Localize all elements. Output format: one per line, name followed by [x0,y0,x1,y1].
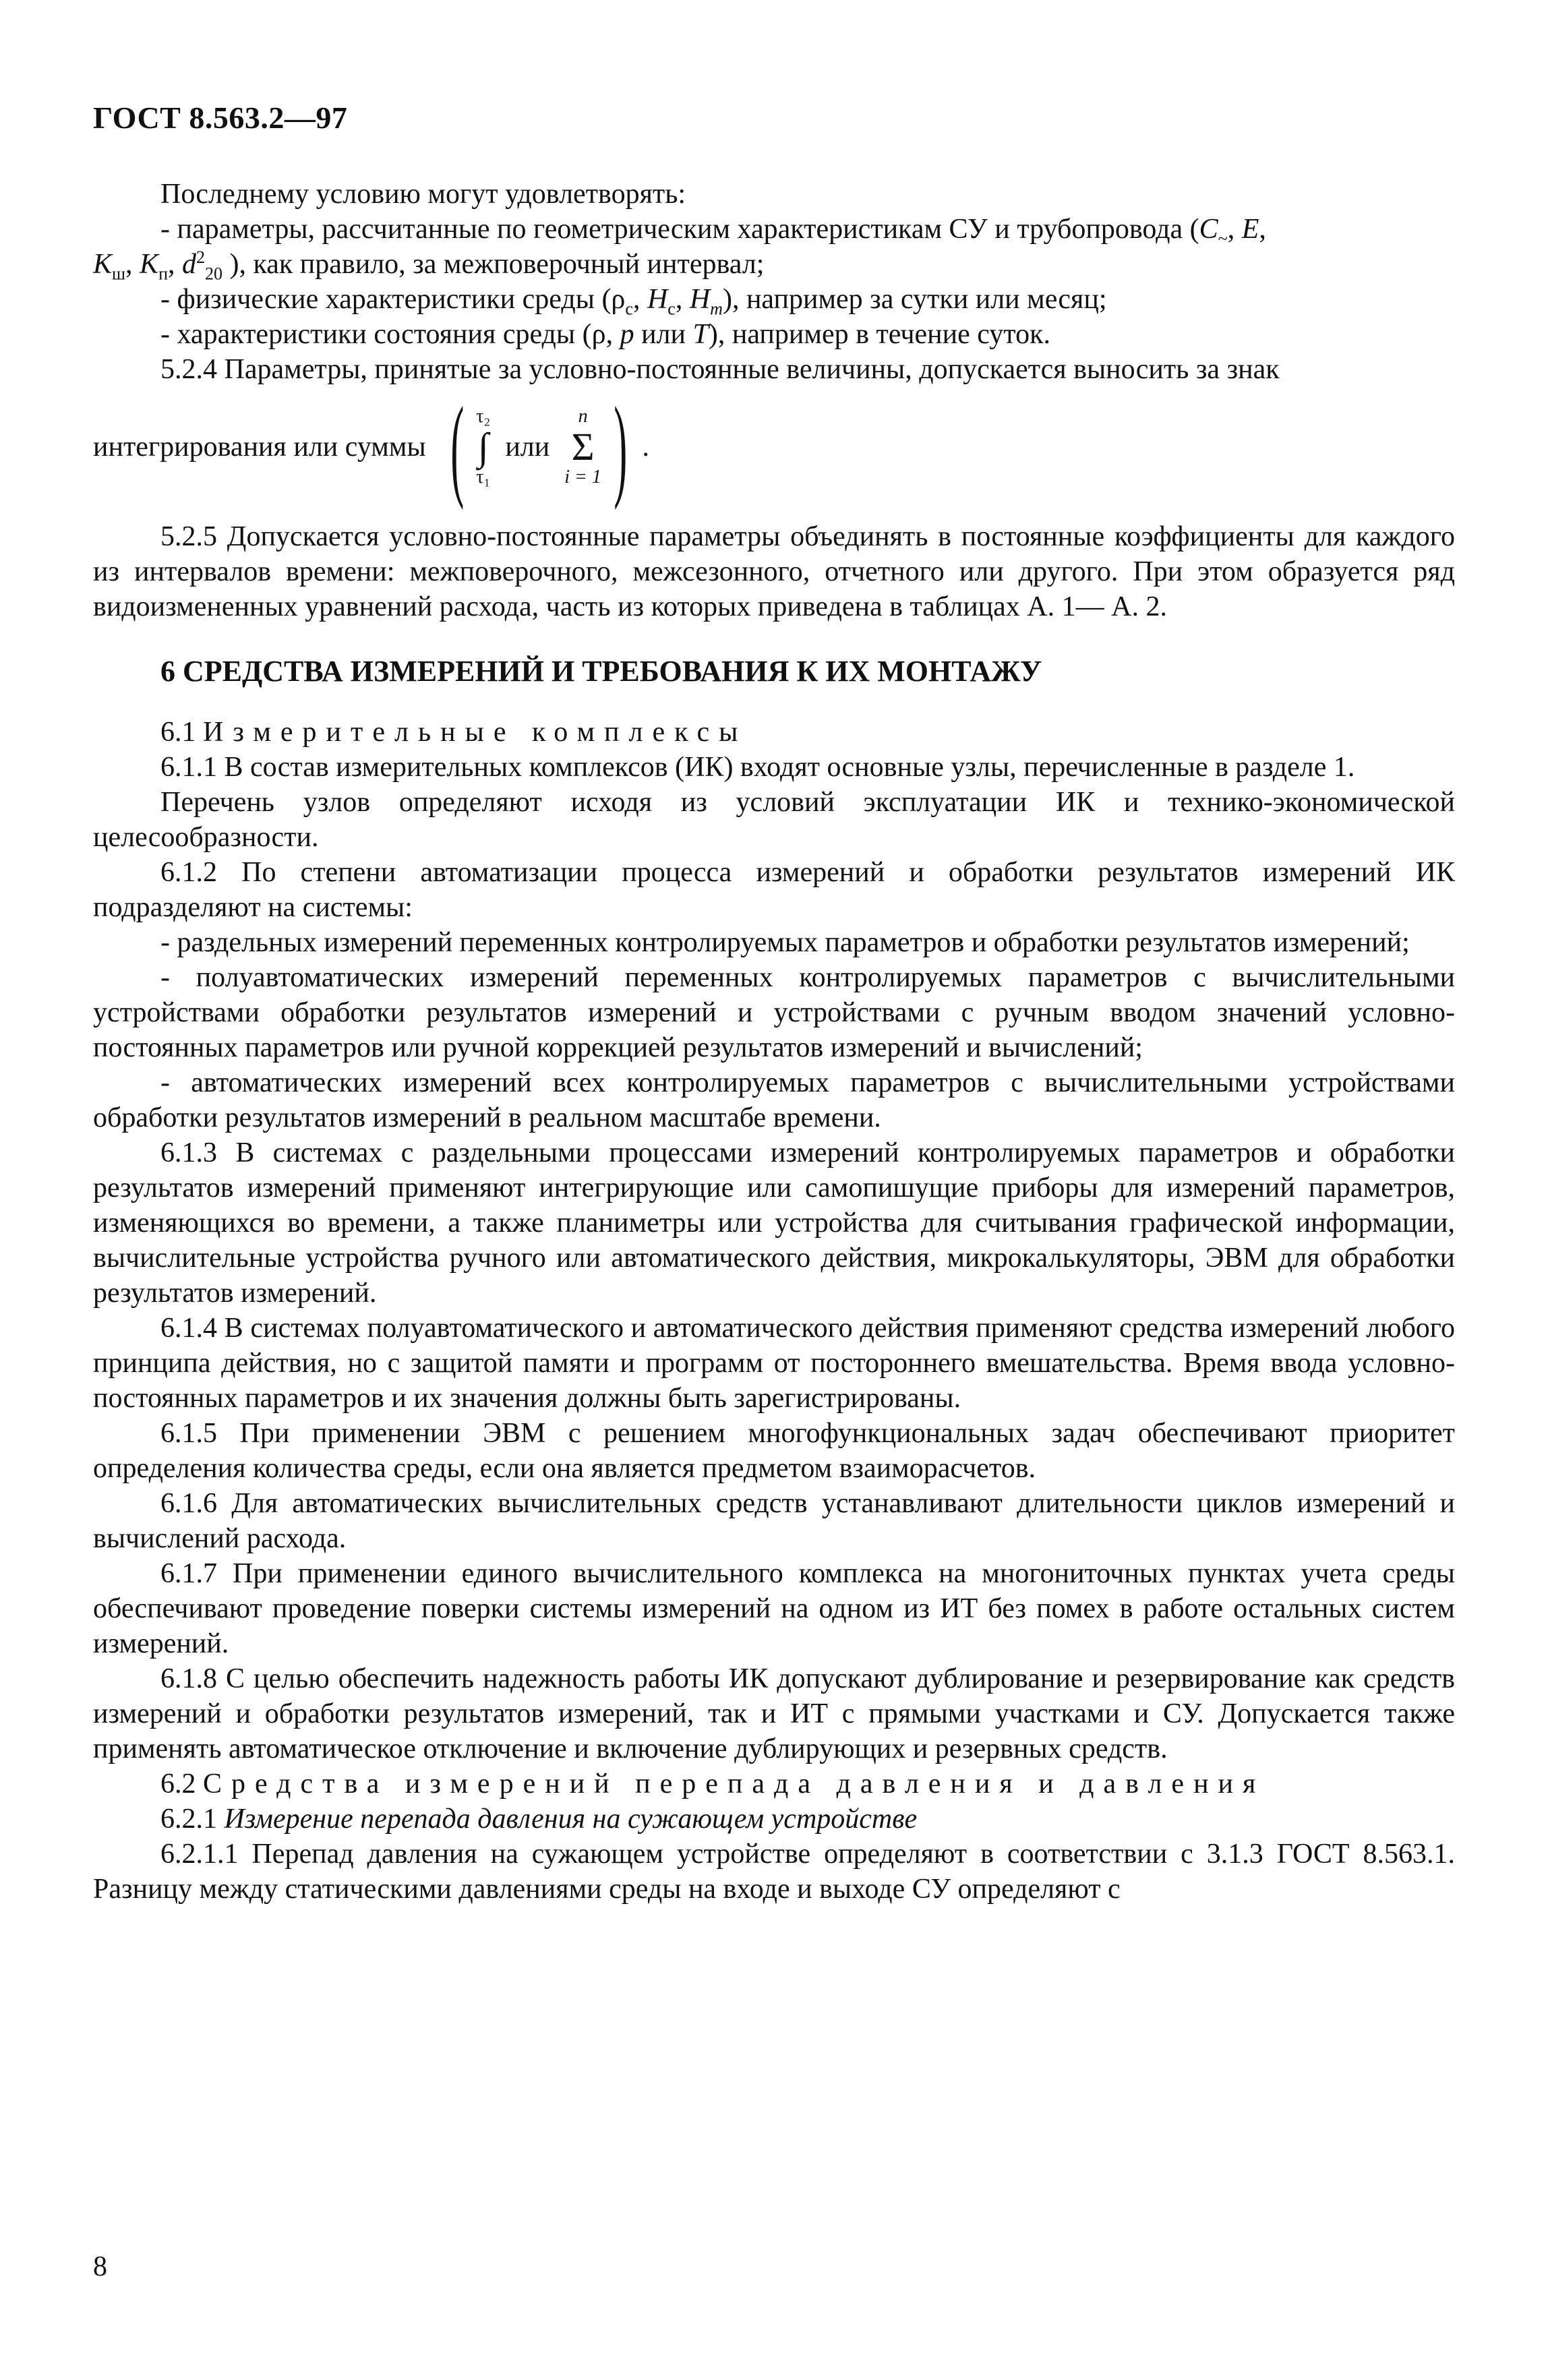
list-item: - физические характеристики среды ($\rho_с$, $H_с$, $H_m$), например за сутки или месяц; [160,284,1107,319]
paragraph: Перечень узлов определяют исходя из условий эксплуатации ИК и технико-экономической целесообразности. [93,787,1455,853]
section-heading-6: 6 СРЕДСТВА ИЗМЕРЕНИЙ И ТРЕБОВАНИЯ К ИХ МОНТАЖУ [160,655,1042,688]
paragraph-6-1-1: 6.1.1 В состав измерительных комплексов (ИК) входят основные узлы, перечисленные в разделе 1. [160,752,1355,783]
subsection-6-1-heading: 6.1 Измерительные комплексы [160,717,748,748]
integration-or-sum-formula: интегрирования или суммы ( τ₂ ∫ τ₁ или n Σ i = 1 ) . [93,384,650,510]
list-item: - полуавтоматических измерений переменных контролируемых параметров с вычислительными устройствами обработки результатов измерений и устройствами с ручным вводом значений условно-постоянных параметров или ручной коррекцией результатов измерений и вычислений; [93,962,1455,1063]
list-item: - раздельных измерений переменных контролируемых параметров и обработки результатов измерений; [160,927,1410,958]
formula-lead-text: интегрирования или суммы [93,432,426,463]
list-item: - автоматических измерений всех контролируемых параметров с вычислительными устройствами обработки результатов измерений в реальном масштабе времени. [93,1067,1455,1133]
paragraph-5-2-5: 5.2.5 Допускается условно-постоянные параметры объединять в постоянные коэффициенты для каждого из интервалов времени: межповерочного, межсезонного, отчетного или другого. При этом образуется ряд видоизмененных уравнений расхода, часть из которых приведена в таблицах А. 1— А. 2. [93,521,1455,622]
page-number: 8 [93,2251,107,2282]
paragraph-6-1-2: 6.1.2 По степени автоматизации процесса измерений и обработки результатов измерений ИК подразделяют на системы: [93,857,1455,923]
formula-brackets: ( τ₂ ∫ τ₁ или n Σ i = 1 ) [450,384,628,510]
subsection-6-2-1-heading: 6.2.1 Измерение перепада давления на сужающем устройстве [160,1804,918,1835]
paragraph-6-1-3: 6.1.3 В системах с раздельными процессами измерений контролируемых параметров и обработки результатов измерений применяют интегрирующие или самопишущие приборы для измерений параметров, изменяющихся во времени, а также планиметры или устройства для считывания графической информации, вычислительные устройства ручного или автоматического действия, микрокалькуляторы, ЭВМ для обработки результатов измерений. [93,1137,1455,1309]
paragraph-6-1-7: 6.1.7 При применении единого вычислительного комплекса на многониточных пунктах учета среды обеспечивают проведение поверки системы измерений на одном из ИТ без помех в работе остальных систем измерений. [93,1558,1455,1659]
standard-code-header: ГОСТ 8.563.2—97 [93,100,348,135]
integral-symbol: τ₂ ∫ τ₁ [476,406,491,487]
paragraph-5-2-4: 5.2.4 Параметры, принятые за условно-постоянные величины, допускается выносить за знак [160,354,1280,385]
paragraph-6-1-6: 6.1.6 Для автоматических вычислительных средств устанавливают длительности циклов измерений и вычислений расхода. [93,1488,1455,1554]
subsection-6-2-heading: 6.2 Средства измерений перепада давления и давления [160,1768,1266,1799]
list-item-continuation: $K_ш$, $K_п$, $d^2_{20}$ ), как правило, за межповерочный интервал; [93,247,765,284]
paragraph-6-1-5: 6.1.5 При применении ЭВМ с решением многофункциональных задач обеспечивают приоритет определения количества среды, если она является предметом взаиморасчетов. [93,1418,1455,1484]
document-body [93,177,1455,1907]
paragraph: Последнему условию могут удовлетворять: [160,179,686,210]
list-item: - параметры, рассчитанные по геометрическим характеристикам СУ и трубопровода ($C_\sim$, E, [160,214,1266,249]
sum-symbol: n Σ i = 1 [564,406,601,487]
paragraph-6-1-8: 6.1.8 С целью обеспечить надежность работы ИК допускают дублирование и резервирование как средств измерений и обработки результатов измерений, так и ИТ с прямыми участками и СУ. Допускается также применять автоматическое отключение и включение дублирующих и резервных средств. [93,1663,1455,1764]
paragraph-6-2-1-1: 6.2.1.1 Перепад давления на сужающем устройстве определяют в соответствии с 3.1.3 ГОСТ 8.563.1. Разницу между статическими давлениями среды на входе и выходе СУ определяют с [93,1839,1455,1905]
list-item: - характеристики состояния среды (ρ, p или T), например в течение суток. [160,319,1051,350]
paragraph-6-1-4: 6.1.4 В системах полуавтоматического и автоматического действия применяют средства измерений любого принципа действия, но с защитой памяти и программ от постороннего вмешательства. Время ввода условно-постоянных параметров и их значения должны быть зарегистрированы. [93,1313,1455,1414]
